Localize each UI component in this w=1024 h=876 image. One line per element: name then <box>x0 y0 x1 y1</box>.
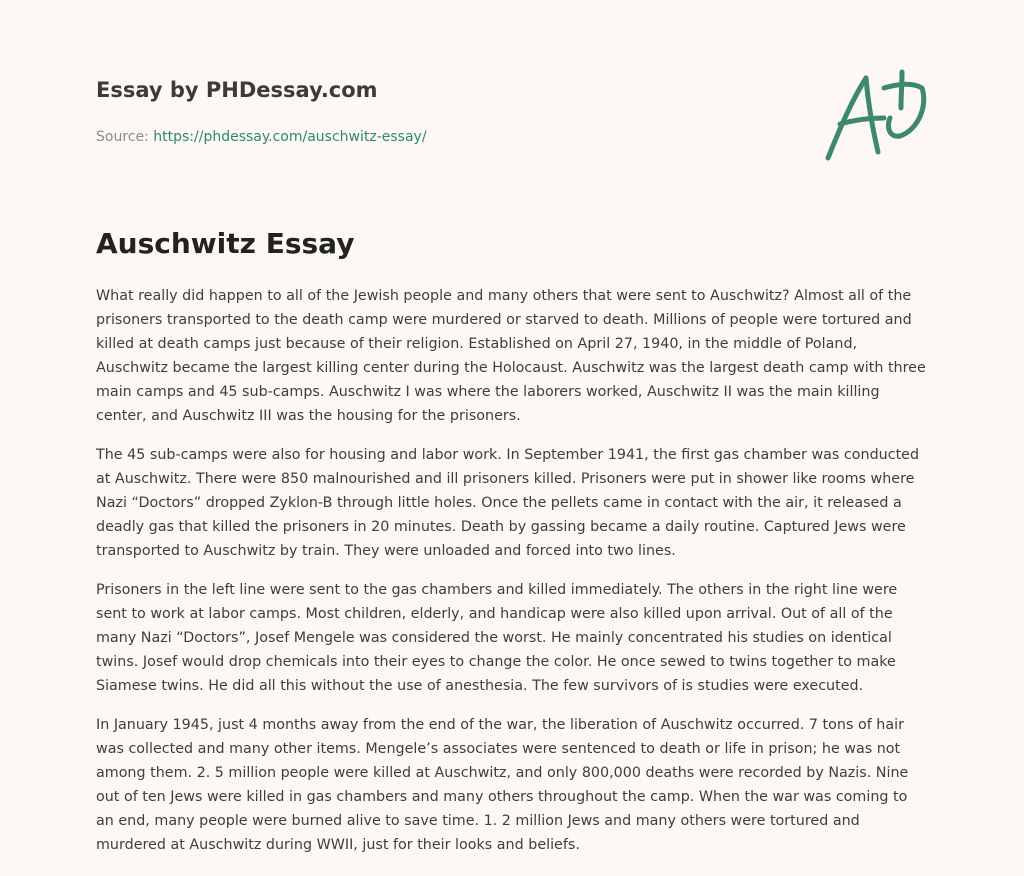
site-title: Essay by PHDessay.com <box>96 78 378 102</box>
essay-paragraph: Prisoners in the left line were sent to the gas chambers and killed immediately. The others in the right line were sent to work at labor camps. Most children, elderly, and handicap were also killed upon arrival. Out of all of the many Nazi “Doctors”, Josef Mengele was considered the worst. He mainly concentrated his studies on identical twins. Josef would drop chemicals into their eyes to change the color. He once sewed to twins together to make Siamese twins. He did all this without the use of anesthesia. The few survivors of is studies were executed. <box>96 582 898 694</box>
a-plus-logo-icon <box>818 66 928 166</box>
essay-paragraph: In January 1945, just 4 months away from the end of the war, the liberation of Auschwitz occurred. 7 tons of hair was collected and many other items. Mengele’s associates were sentenced to death or life in prison; he was not among them. 2. 5 million people were killed at Auschwitz, and only 800,000 deaths were recorded by Nazis. Nine out of ten Jews were killed in gas chambers and many others throughout the camp. When the war was coming to an end, many people were burned alive to save time. 1. 2 million Jews and many others were tortured and murdered at Auschwitz during WWII, just for their looks and beliefs. <box>96 717 909 853</box>
essay-title: Auschwitz Essay <box>96 227 355 260</box>
essay-body <box>96 284 928 872</box>
source-line <box>96 128 796 146</box>
essay-paragraph: What really did happen to all of the Jewish people and many others that were sent to Auschwitz? Almost all of the prisoners transported to the death camp were murdered or starved to death. Millions of people were tortured and killed at death camps just because of their religion. Established on April 27, 1940, in the middle of Poland, Auschwitz became the largest killing center during the Holocaust. Auschwitz was the largest death camp with three main camps and 45 sub-camps. Auschwitz I was where the laborers worked, Auschwitz II was the main killing center, and Auschwitz III was the housing for the prisoners. <box>96 288 926 424</box>
source-label: Source: <box>96 129 149 145</box>
source-link[interactable]: https://phdessay.com/auschwitz-essay/ <box>153 129 427 145</box>
essay-paragraph: The 45 sub-camps were also for housing and labor work. In September 1941, the first gas chamber was conducted at Auschwitz. There were 850 malnourished and ill prisoners killed. Prisoners were put in shower like rooms where Nazi “Doctors” dropped Zyklon-B through little holes. Once the pellets came in contact with the air, it released a deadly gas that killed the prisoners in 20 minutes. Death by gassing became a daily routine. Captured Jews were transported to Auschwitz by train. They were unloaded and forced into two lines. <box>96 447 920 559</box>
essay-header <box>96 76 796 146</box>
